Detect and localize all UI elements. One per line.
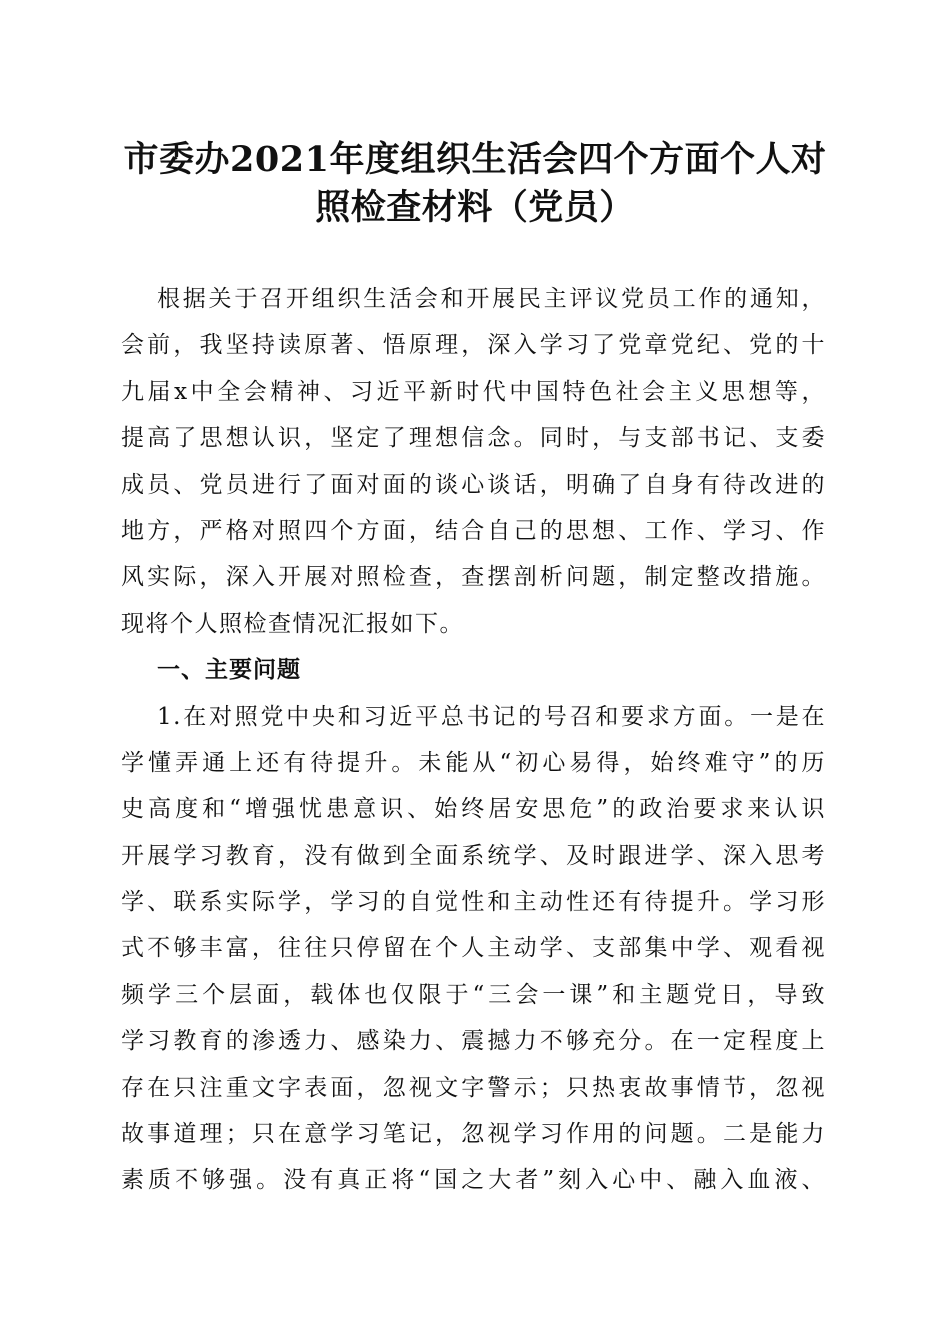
paragraph-line: 学懂弄通上还有待提升。未能从“初心易得，始终难守”的历	[121, 749, 826, 776]
paragraph-line: 提高了思想认识，坚定了理想信念。同时，与支部书记、支委	[121, 425, 826, 452]
paragraph-line: 频学三个层面，载体也仅限于“三会一课”和主题党日，导致	[121, 981, 826, 1008]
paragraph-line: 式不够丰富，往往只停留在个人主动学、支部集中学、观看视	[121, 935, 826, 962]
paragraph-line: 学习教育的渗透力、感染力、震撼力不够充分。在一定程度上	[121, 1028, 826, 1055]
paragraph-line: 1.在对照党中央和习近平总书记的号召和要求方面。一是在	[157, 703, 826, 730]
intro-paragraph	[121, 276, 826, 647]
paragraph-line: 成员、党员进行了面对面的谈心谈话，明确了自身有待改进的	[121, 471, 826, 498]
paragraph-line: 现将个人照检查情况汇报如下。	[121, 610, 464, 637]
paragraph-line: 故事道理；只在意学习笔记，忽视学习作用的问题。二是能力	[121, 1121, 826, 1148]
paragraph-line: 素质不够强。没有真正将“国之大者”刻入心中、融入血液、	[121, 1167, 826, 1194]
document-title	[110, 136, 840, 232]
paragraph-line: 风实际，深入开展对照检查，查摆剖析问题，制定整改措施。	[121, 564, 826, 591]
paragraph-line: 开展学习教育，没有做到全面系统学、及时跟进学、深入思考	[121, 842, 826, 869]
title-line-1: 市委办2021年度组织生活会四个方面个人对	[123, 139, 827, 180]
paragraph-line: 地方，严格对照四个方面，结合自己的思想、工作、学习、作	[121, 517, 826, 544]
paragraph-line: 存在只注重文字表面，忽视文字警示；只热衷故事情节，忽视	[121, 1074, 826, 1101]
paragraph-line: 史高度和“增强忧患意识、始终居安思危”的政治要求来认识	[121, 796, 826, 823]
problems-paragraph	[121, 694, 826, 1204]
document-body	[121, 276, 826, 1204]
section-heading: 一、主要问题	[157, 657, 301, 684]
paragraph-line: 九届x中全会精神、习近平新时代中国特色社会主义思想等，	[121, 378, 826, 405]
title-line-2: 照检查材料（党员）	[315, 187, 635, 228]
paragraph-line: 根据关于召开组织生活会和开展民主评议党员工作的通知，	[157, 286, 826, 312]
paragraph-line: 会前，我坚持读原著、悟原理，深入学习了党章党纪、党的十	[121, 332, 826, 359]
paragraph-line: 学、联系实际学，学习的自觉性和主动性还有待提升。学习形	[121, 889, 826, 916]
